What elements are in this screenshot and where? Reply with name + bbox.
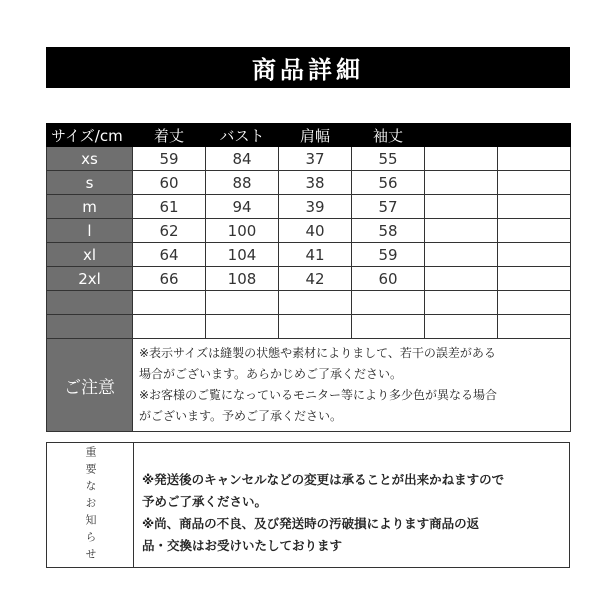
table-cell xyxy=(425,291,498,315)
table-cell: 58 xyxy=(352,219,425,243)
table-cell xyxy=(425,171,498,195)
page-title: 商品詳細 xyxy=(46,47,570,88)
table-cell xyxy=(352,315,425,339)
size-label: m xyxy=(47,195,133,219)
caution-line: ※表示サイズは縫製の状態や素材によりまして、若干の誤差がある xyxy=(139,346,496,360)
size-label: xs xyxy=(47,147,133,171)
important-line: 品・交換はお受けいたしております xyxy=(142,538,343,553)
table-cell: 61 xyxy=(133,195,206,219)
table-row xyxy=(47,171,571,195)
important-notice-label-cell xyxy=(47,443,134,567)
table-cell: 40 xyxy=(279,219,352,243)
size-label xyxy=(47,291,133,315)
table-cell: 100 xyxy=(206,219,279,243)
column-header: 肩幅 xyxy=(279,124,352,147)
table-cell: 60 xyxy=(352,267,425,291)
caution-row xyxy=(47,339,571,432)
size-label: xl xyxy=(47,243,133,267)
column-header xyxy=(498,124,571,147)
column-header: 着丈 xyxy=(133,124,206,147)
table-cell xyxy=(425,195,498,219)
table-cell: 59 xyxy=(352,243,425,267)
table-cell: 42 xyxy=(279,267,352,291)
important-line: ※発送後のキャンセルなどの変更は承ることが出来かねますので xyxy=(142,472,505,487)
table-cell xyxy=(425,219,498,243)
table-cell xyxy=(133,315,206,339)
table-header-row xyxy=(47,124,571,147)
caution-line: がございます。予めご了承ください。 xyxy=(139,409,343,423)
size-label: s xyxy=(47,171,133,195)
table-cell xyxy=(498,267,571,291)
important-notice-label: 重要なお知らせ xyxy=(84,445,97,565)
table-cell: 104 xyxy=(206,243,279,267)
table-cell xyxy=(498,195,571,219)
table-row xyxy=(47,315,571,339)
caution-label: ご注意 xyxy=(47,339,133,432)
table-cell xyxy=(498,219,571,243)
important-notice-text xyxy=(134,443,569,567)
caution-text xyxy=(133,339,571,432)
table-cell xyxy=(498,315,571,339)
table-row xyxy=(47,195,571,219)
table-cell: 56 xyxy=(352,171,425,195)
table-cell: 94 xyxy=(206,195,279,219)
table-cell xyxy=(425,267,498,291)
size-label: l xyxy=(47,219,133,243)
important-notice-box xyxy=(46,442,570,568)
table-cell: 60 xyxy=(133,171,206,195)
table-cell xyxy=(352,291,425,315)
table-cell: 57 xyxy=(352,195,425,219)
table-cell xyxy=(133,291,206,315)
table-cell xyxy=(425,243,498,267)
table-cell xyxy=(498,243,571,267)
important-line: ※尚、商品の不良、及び発送時の汚破損によります商品の返 xyxy=(142,516,480,531)
table-cell xyxy=(498,147,571,171)
table-cell xyxy=(498,171,571,195)
caution-line: 場合がございます。あらかじめご了承ください。 xyxy=(139,367,403,381)
table-cell: 37 xyxy=(279,147,352,171)
size-label: 2xl xyxy=(47,267,133,291)
table-row xyxy=(47,267,571,291)
table-row xyxy=(47,243,571,267)
table-row xyxy=(47,291,571,315)
caution-line: ※お客様のご覧になっているモニター等により多少色が異なる場合 xyxy=(139,388,498,402)
table-cell: 66 xyxy=(133,267,206,291)
table-cell: 59 xyxy=(133,147,206,171)
table-cell xyxy=(425,315,498,339)
column-header: バスト xyxy=(206,124,279,147)
table-cell xyxy=(279,315,352,339)
table-cell: 64 xyxy=(133,243,206,267)
table-row xyxy=(47,147,571,171)
size-table xyxy=(46,123,571,432)
table-cell: 55 xyxy=(352,147,425,171)
column-header: 袖丈 xyxy=(352,124,425,147)
size-label xyxy=(47,315,133,339)
important-line: 予めご了承ください。 xyxy=(142,494,268,509)
table-cell: 84 xyxy=(206,147,279,171)
table-cell xyxy=(425,147,498,171)
table-row xyxy=(47,219,571,243)
table-cell: 88 xyxy=(206,171,279,195)
table-cell: 41 xyxy=(279,243,352,267)
table-cell: 39 xyxy=(279,195,352,219)
table-cell xyxy=(206,291,279,315)
column-header xyxy=(425,124,498,147)
table-cell: 62 xyxy=(133,219,206,243)
table-cell: 108 xyxy=(206,267,279,291)
table-cell: 38 xyxy=(279,171,352,195)
table-cell xyxy=(279,291,352,315)
table-cell xyxy=(498,291,571,315)
table-cell xyxy=(206,315,279,339)
column-header: サイズ/cm xyxy=(47,124,133,147)
